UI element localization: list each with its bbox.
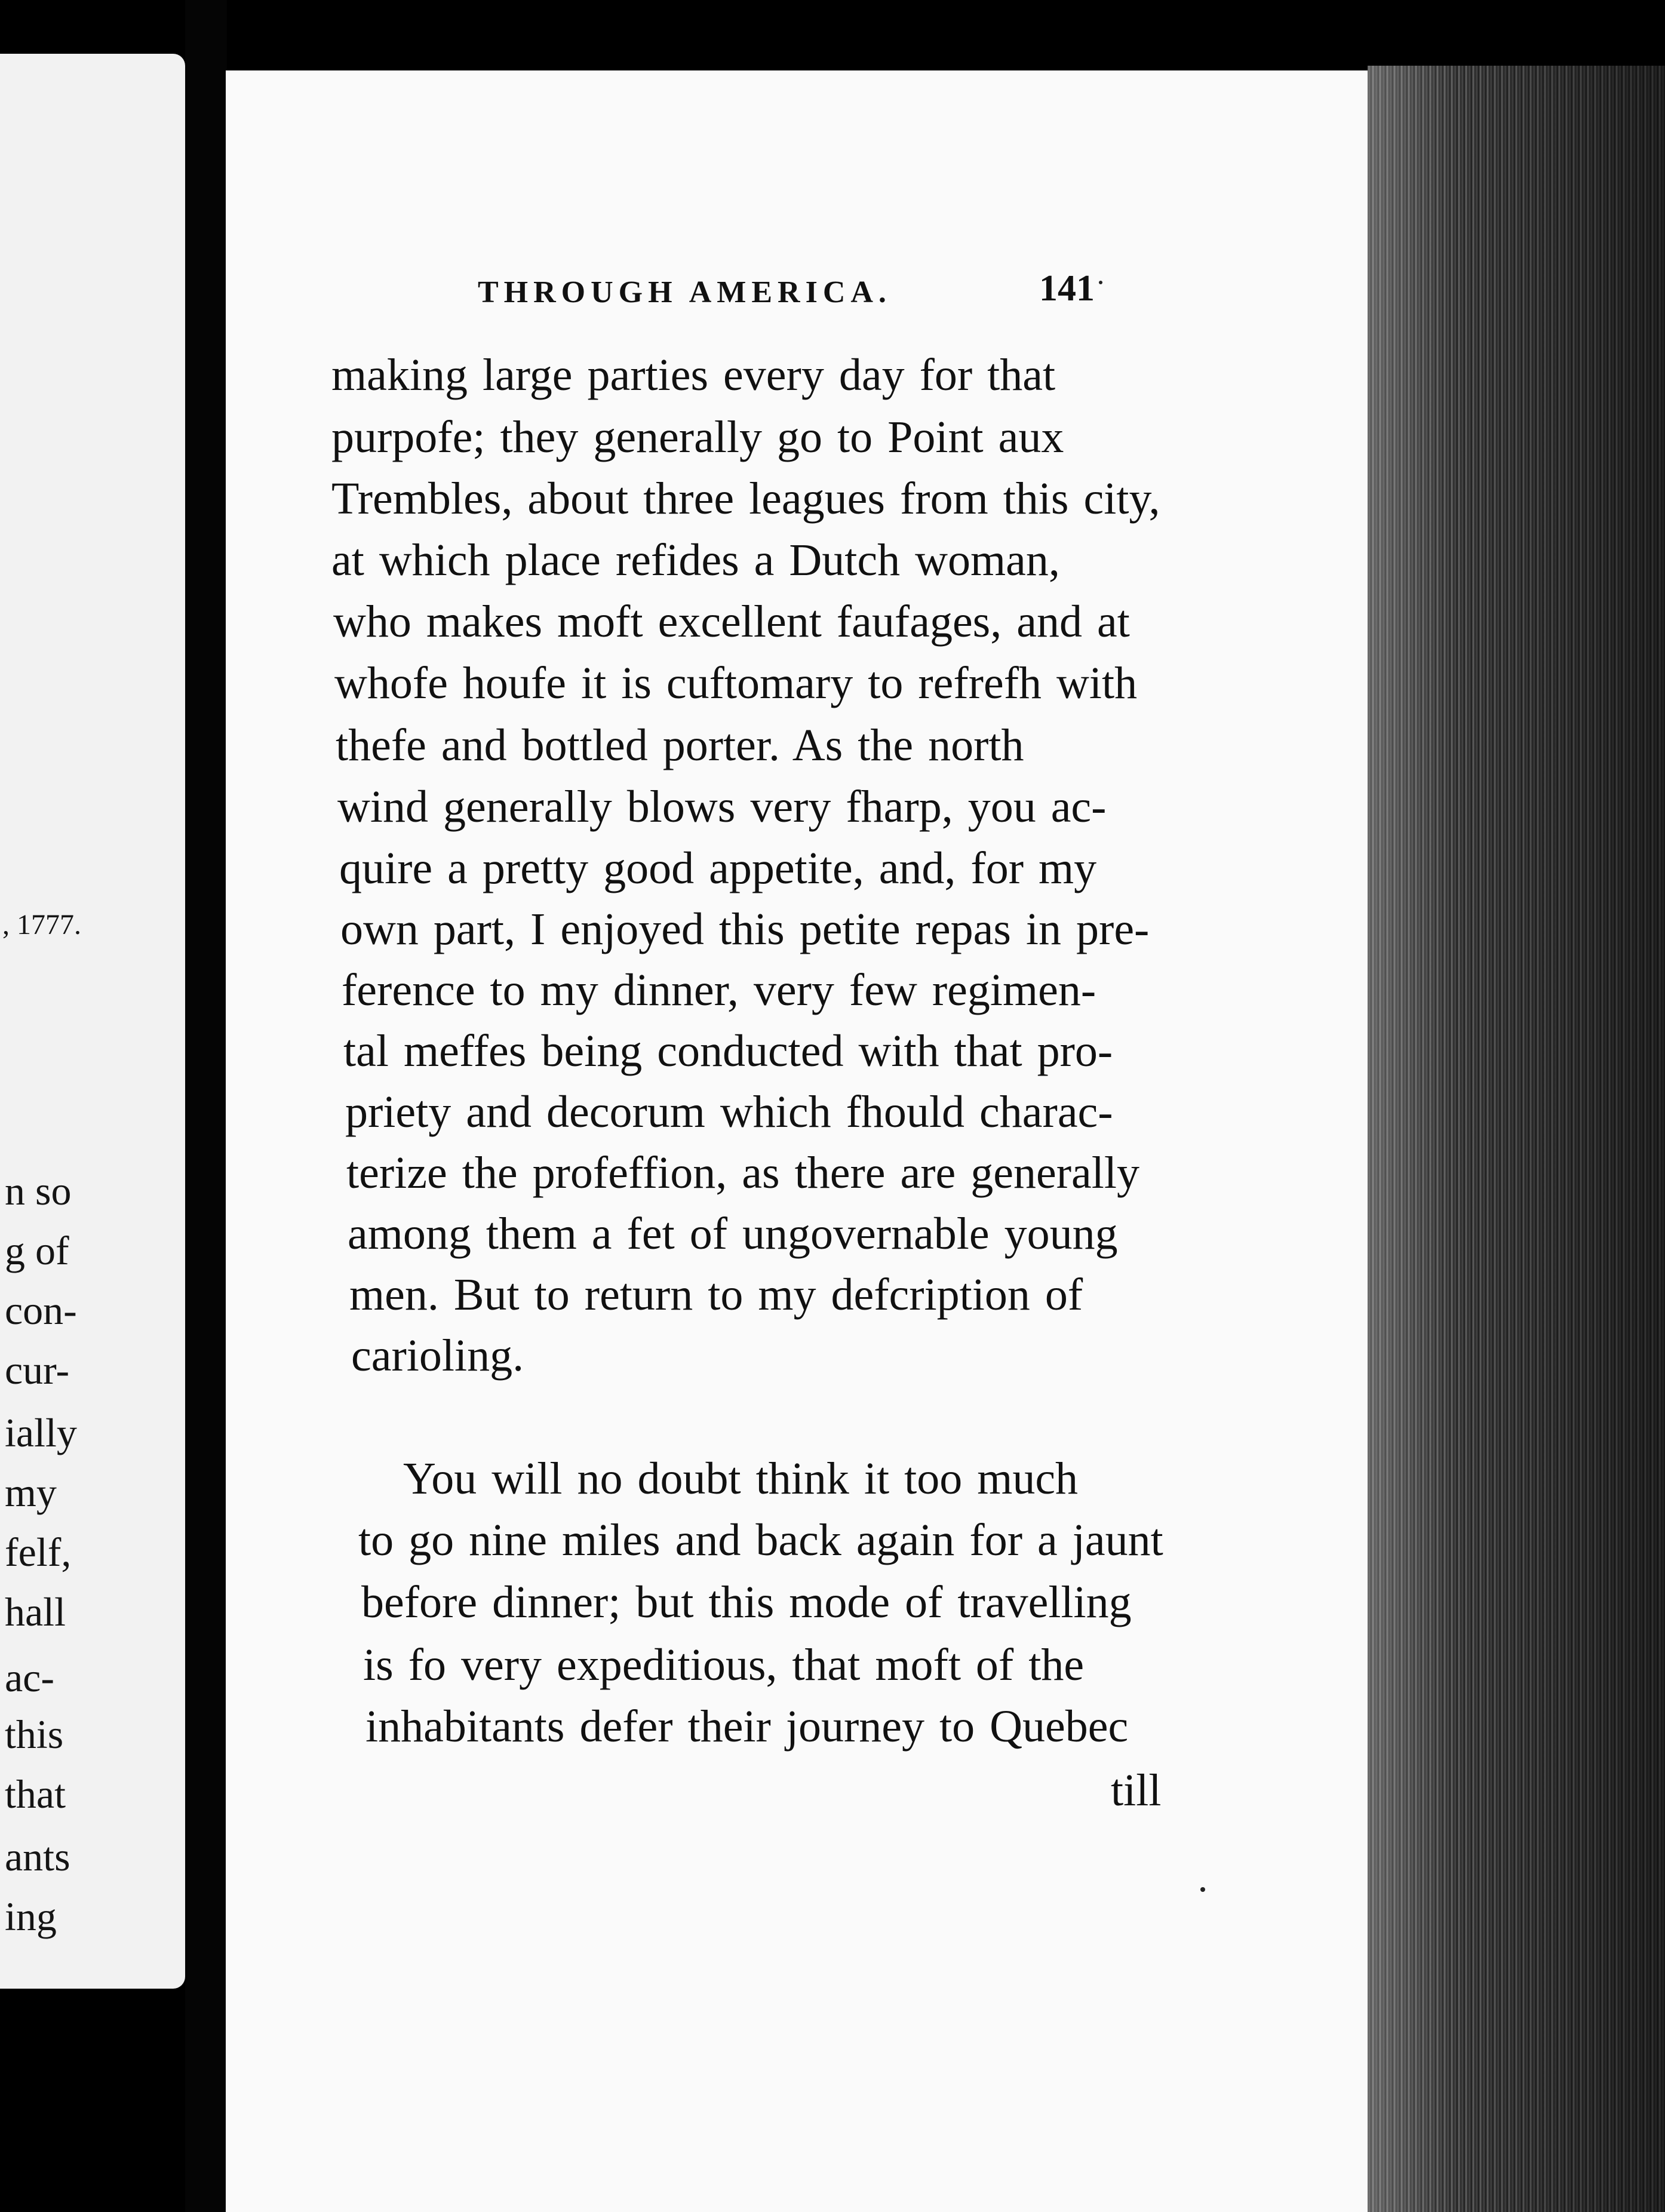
text-line: own part, I enjoyed this petite repas in pre- — [340, 904, 1150, 954]
text-line: wind generally blows very fharp, you ac- — [337, 782, 1107, 832]
left-page-fragment: n so — [5, 1168, 72, 1213]
left-page-fragment: that — [5, 1771, 66, 1817]
left-page-fragment: my — [5, 1470, 57, 1515]
text-line: thefe and bottled porter. As the north — [336, 720, 1024, 770]
book-gutter — [185, 0, 227, 2212]
text-line: to go nine miles and back again for a jaunt — [358, 1515, 1163, 1565]
text-line: who makes moft excellent faufages, and at — [333, 597, 1130, 647]
text-line: making large parties every day for that — [331, 350, 1056, 400]
text-line: inhabitants defer their journey to Quebec — [365, 1701, 1129, 1752]
text-line: tal meffes being conducted with that pro- — [343, 1026, 1113, 1076]
left-page-fragment: ac- — [5, 1655, 55, 1700]
text-line: before dinner; but this mode of travelling — [361, 1577, 1132, 1627]
left-page-fragment: ants — [5, 1834, 70, 1879]
left-page-fragment: con- — [5, 1288, 77, 1333]
text-line: priety and decorum which fhould charac- — [345, 1087, 1113, 1137]
text-line: purpofe; they generally go to Point aux — [331, 412, 1064, 462]
text-line: ference to my dinner, very few regimen- — [342, 965, 1096, 1015]
left-page-fragment: this — [5, 1712, 64, 1757]
left-page-fragment: ing — [5, 1894, 57, 1939]
left-page-fragment: cur- — [5, 1347, 70, 1393]
text-line: terize the profeffion, as there are generally — [346, 1148, 1139, 1198]
text-line: carioling. — [351, 1331, 524, 1381]
ink-speck — [1200, 1887, 1205, 1892]
left-page-fragment: , 1777. — [2, 909, 81, 941]
text-line: is fo very expeditious, that moft of the — [363, 1640, 1085, 1690]
text-line: quire a pretty good appetite, and, for my — [339, 843, 1097, 893]
left-page-fragment: felf, — [5, 1529, 72, 1575]
facing-page-left — [0, 54, 185, 1989]
ink-speck — [1099, 281, 1102, 284]
text-line: whofe houfe it is cuftomary to refrefh with — [334, 658, 1138, 708]
text-line: among them a fet of ungovernable young — [348, 1209, 1118, 1259]
text-line: men. But to return to my defcription of — [349, 1270, 1083, 1320]
text-line: You will no doubt think it too much — [403, 1454, 1079, 1504]
running-head: THROUGH AMERICA. — [478, 275, 892, 309]
page-number: 141 — [1039, 268, 1095, 309]
left-page-fragment: ially — [5, 1410, 77, 1455]
book-fore-edge — [1368, 66, 1665, 2212]
left-page-fragment: g of — [5, 1228, 69, 1273]
left-page-fragment: hall — [5, 1589, 66, 1635]
text-line: at which place refides a Dutch woman, — [331, 535, 1060, 585]
text-line: Trembles, about three leagues from this city, — [331, 474, 1160, 524]
catchword: till — [1111, 1765, 1162, 1815]
